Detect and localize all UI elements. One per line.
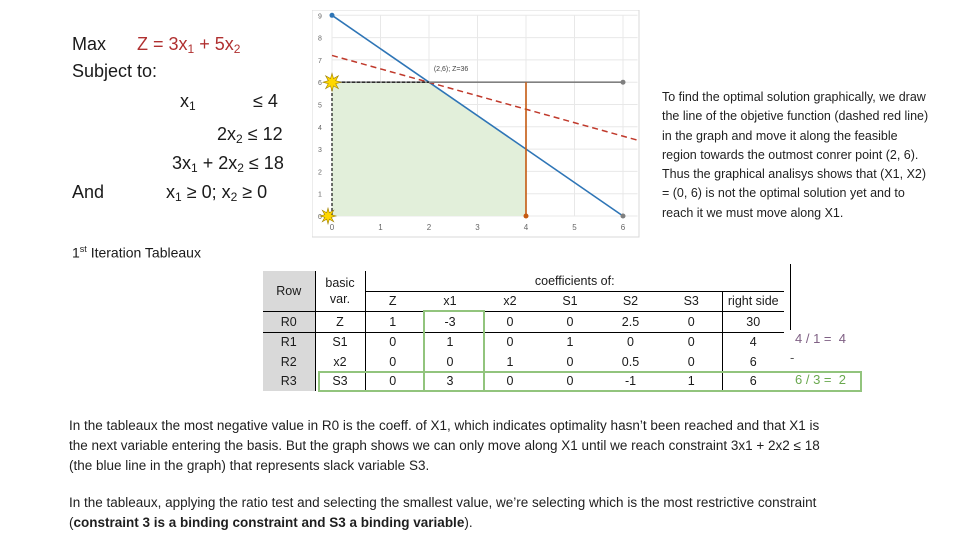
table-row <box>263 332 784 352</box>
x-tick-label: 5 <box>572 223 577 232</box>
col-s3: S3 <box>661 291 722 312</box>
graph-svg <box>312 10 640 238</box>
y-tick-label: 9 <box>318 13 322 21</box>
col-s2: S2 <box>600 291 661 312</box>
col-right-side: right side <box>722 291 784 312</box>
y-tick-label: 3 <box>318 147 322 155</box>
iteration-title <box>72 244 201 261</box>
y-tick-label: 0 <box>318 214 322 221</box>
constraint-1-rhs: ≤ 4 <box>253 91 278 111</box>
basic-var: S3 <box>315 372 365 392</box>
table-row <box>263 312 784 333</box>
basic-var: S1 <box>315 332 365 352</box>
table-right-border <box>790 264 791 330</box>
y-tick-label: 4 <box>318 124 322 132</box>
cell: 0 <box>687 335 695 350</box>
optimal-point-label: (2,6); Z=36 <box>433 66 469 74</box>
cell: 0 <box>566 374 574 389</box>
y-tick-label: 6 <box>318 80 322 88</box>
pivot-row-highlight <box>318 371 862 392</box>
explanation-paragraph-2 <box>69 493 829 533</box>
col-x1: x1 <box>420 291 480 312</box>
point-orange-bottom <box>524 214 529 219</box>
subject-to-label: Subject to: <box>72 61 158 81</box>
objective-function: $Z = 3x_1 + 5x_2$ <box>137 34 241 56</box>
header-basic-2: var. <box>329 292 351 306</box>
cell: 0 <box>687 354 695 369</box>
col-s1: S1 <box>540 291 600 312</box>
cell: 1 <box>566 335 574 350</box>
cell: 1 <box>446 335 454 350</box>
point-blue-end <box>621 214 626 219</box>
header-coefficients: coefficients of: <box>365 271 784 291</box>
y-tick-label: 1 <box>318 191 322 199</box>
non-negativity: $x_1 \ge 0$; $x_2 \ge 0$ <box>166 182 268 204</box>
x-tick-label: 6 <box>620 223 626 232</box>
x-tick-label: 2 <box>426 223 432 232</box>
and-label: And <box>72 182 105 202</box>
cell: 0 <box>627 335 634 350</box>
cell: 0 <box>446 354 454 369</box>
cell: 3 <box>446 374 454 389</box>
x-tick-label: 3 <box>475 223 480 232</box>
cell: 1 <box>687 374 695 389</box>
cell: -3 <box>420 312 480 333</box>
para2-bold: constraint 3 is a binding constraint and S3 a binding variable <box>73 515 465 530</box>
y-tick-label: 5 <box>318 102 322 110</box>
cell: 0 <box>480 312 540 333</box>
cell: 2.5 <box>600 312 661 333</box>
basic-var: x2 <box>315 352 365 372</box>
origin-star-icon <box>320 208 336 224</box>
cell: 0 <box>540 312 600 333</box>
ratio-r2: - <box>790 350 795 365</box>
row-label: R1 <box>263 332 315 352</box>
para2-after: ). <box>464 515 473 530</box>
col-x2: x2 <box>480 291 540 312</box>
constraint-3: $3x_1 + 2x_2 \le 18$ <box>172 153 284 175</box>
row-label: R0 <box>263 312 315 333</box>
row-label: R2 <box>263 352 315 372</box>
cell-rhs: 6 <box>722 352 784 372</box>
ratio-r3: 6 / 3 = 2 <box>795 372 846 387</box>
y-tick-label: 8 <box>318 35 322 43</box>
iteration-rest: Iteration Tableaux <box>86 244 201 261</box>
explanation-paragraph-1: In the tableaux the most negative value in R0 is the coeff. of X1, which indicates optimality hasn’t been reached and that X1 is the next variable entering the basis. But the graph shows we can only move along X1 until we reach constraint 3x1 + 2x2 ≤ 18 (the blue line in the graph) that represents slack variable S3. <box>69 418 820 473</box>
cell-rhs: 30 <box>722 312 784 333</box>
table-row <box>263 352 784 372</box>
point-grey-end <box>621 80 626 85</box>
cell-rhs: 6 <box>722 372 784 392</box>
col-z: Z <box>365 291 420 312</box>
cell: 0 <box>506 335 514 350</box>
ratio-r1: 4 / 1 = 4 <box>795 331 846 346</box>
cell: 0 <box>389 374 397 389</box>
cell: -1 <box>624 374 637 389</box>
cell-rhs: 4 <box>722 332 784 352</box>
cell: 0 <box>566 354 574 369</box>
row-label: R3 <box>263 372 315 392</box>
y-tick-label: 7 <box>318 57 322 65</box>
cell: 0 <box>506 374 514 389</box>
cell: 0 <box>661 312 722 333</box>
constraint-1-lhs: $x_1$ <box>180 91 196 113</box>
cell: 1 <box>506 354 514 369</box>
x-tick-label: 0 <box>329 223 335 232</box>
feasible-region-graph <box>312 10 640 238</box>
cell: 1 <box>365 312 420 333</box>
cell: 0 <box>389 354 397 369</box>
basic-var: Z <box>315 312 365 333</box>
iteration-number: 1 <box>72 244 80 261</box>
header-row: Row <box>263 271 315 312</box>
header-basic <box>315 271 365 312</box>
constraint-2: $2x_2 \le 12$ <box>217 124 283 146</box>
corner-star-icon <box>323 73 341 91</box>
para2-before: In the tableaux, applying the ratio test and selecting the smallest value, we’re selecting which is the most restrictive constraint ( <box>69 495 817 530</box>
iteration-suffix: st <box>79 244 87 254</box>
graph-explanation: To find the optimal solution graphically, we draw the line of the objetive function (dashed red line) in the graph and move it along the feasible region towards the outmost conrer point (2, 6). Thus the graphical analisys shows that (X1, X2) = (0, 6) is not the optimal solution yet and to reach it we must move along X1. <box>662 90 929 220</box>
max-label: Max <box>72 34 107 54</box>
cell: 0.5 <box>621 354 640 369</box>
x-tick-label: 4 <box>523 223 529 232</box>
cell: 0 <box>389 335 397 350</box>
x-tick-label: 1 <box>378 223 383 232</box>
y-tick-label: 2 <box>318 169 322 177</box>
point-blue-start <box>330 13 335 18</box>
header-basic-1: basic <box>325 276 355 290</box>
